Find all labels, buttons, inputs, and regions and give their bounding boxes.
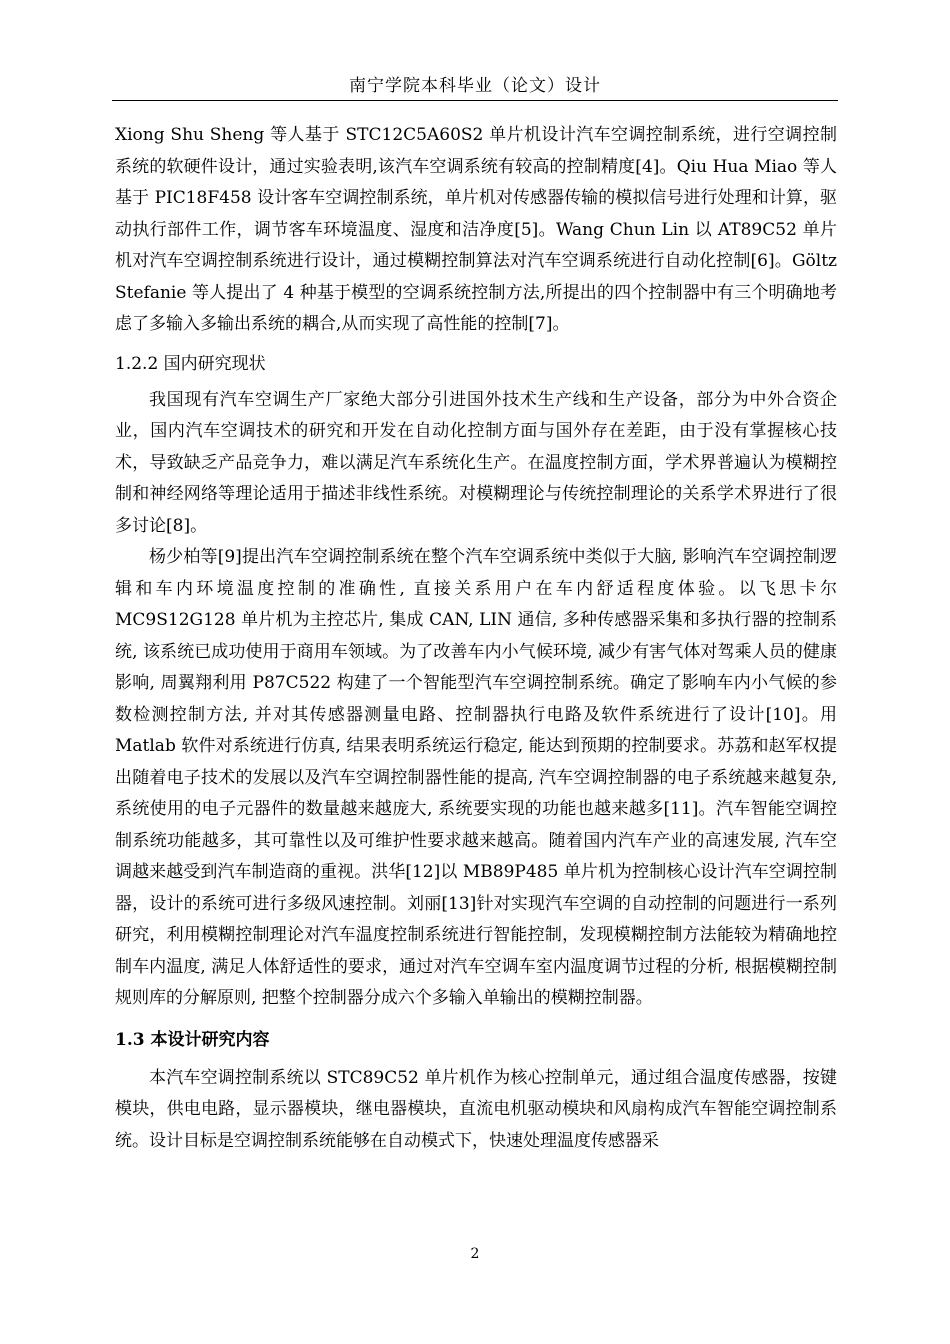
domestic-paragraph-1: 我国现有汽车空调生产厂家绝大部分引进国外技术生产线和生产设备，部分为中外合资企业，国内汽车空调技术的研究和开发在自动化控制方面与国外存在差距，由于没有掌握核心技术，导致缺乏产品竞争力，难以满足汽车系统化生产。在温度控制方面，学术界普遍认为模糊控制和神经网络等理论适用于描述非线性系统。对模糊理论与传统控制理论的关系学术界进行了很多讨论[8]。 (115, 389, 837, 536)
intro-paragraph: Xiong Shu Sheng 等人基于 STC12C5A60S2 单片机设计汽车空调控制系统，进行空调控制系统的软硬件设计，通过实验表明,该汽车空调系统有较高的控制精度[4]。Qiu Hua Miao 等人基于 PIC18F458 设计客车空调控制系统，单片机对传感器传输的模拟信号进行处理和计算，驱动执行部件工作，调节客车环境温度、湿度和洁净度[5]。Wang Chun Lin 以 AT89C52 单片机对汽车空调控制系统进行设计，通过模糊控制算法对汽车空调系统进行自动化控制[6]。Göltz Stefanie 等人提出了 4 种基于模型的空调系统控制方法,所提出的四个控制器中有三个明确地考虑了多输入多输出系统的耦合,从而实现了高性能的控制[7]。 (115, 125, 837, 334)
page-header: 南宁学院本科毕业（论文）设计 (349, 76, 601, 96)
subsection-heading: 1.2.2 国内研究现状 (115, 353, 266, 374)
domestic-paragraph-2: 杨少柏等[9]提出汽车空调控制系统在整个汽车空调系统中类似于大脑, 影响汽车空调控制逻辑和车内环境温度控制的准确性, 直接关系用户在车内舒适程度体验。以飞思卡尔 MC9S12G128 单片机为主控芯片, 集成 CAN, LIN 通信, 多种传感器采集和多执行器的控制系统, 该系统已成功使用于商用车领域。为了改善车内小气候环境, 减少有害气体对驾乘人员的健康影响, 周翼翔利用 P87C522 构建了一个智能型汽车空调控制系统。确定了影响车内小气候的参数检测控制方法, 并对其传感器测量电路、控制器执行电路及软件系统进行了设计[10]。用 Matlab 软件对系统进行仿真, 结果表明系统运行稳定, 能达到预期的控制要求。苏荔和赵军权提出随着电子技术的发展以及汽车空调控制器性能的提高, 汽车空调控制器的电子系统越来越复杂, 系统使用的电子元器件的数量越来越庞大, 系统要实现的功能也越来越多[11]。汽车智能空调控制系统功能越多，其可靠性以及可维护性要求越来越高。随着国内汽车产业的高速发展, 汽车空调越来越受到汽车制造商的重视。洪华[12]以 MB89P485 单片机为控制核心设计汽车空调控制器，设计的系统可进行多级风速控制。刘丽[13]针对实现汽车空调的自动控制的问题进行一系列研究，利用模糊控制理论对汽车温度控制系统进行智能控制，发现模糊控制方法能较为精确地控制车内温度, 满足人体舒适性的要求，通过对汽车空调车室内温度调节过程的分析, 根据模糊控制规则库的分解原则, 把整个控制器分成六个多输入单输出的模糊控制器。 (115, 547, 837, 1008)
page-body (115, 120, 837, 1157)
header-divider (112, 100, 838, 101)
section-heading: 1.3 本设计研究内容 (115, 1029, 270, 1050)
page-number: 2 (470, 1246, 480, 1262)
design-paragraph-1: 本汽车空调控制系统以 STC89C52 单片机作为核心控制单元，通过组合温度传感器，按键模块，供电电路，显示器模块，继电器模块，直流电机驱动模块和风扇构成汽车智能空调控制系统。设计目标是空调控制系统能够在自动模式下，快速处理温度传感器采 (115, 1067, 837, 1151)
